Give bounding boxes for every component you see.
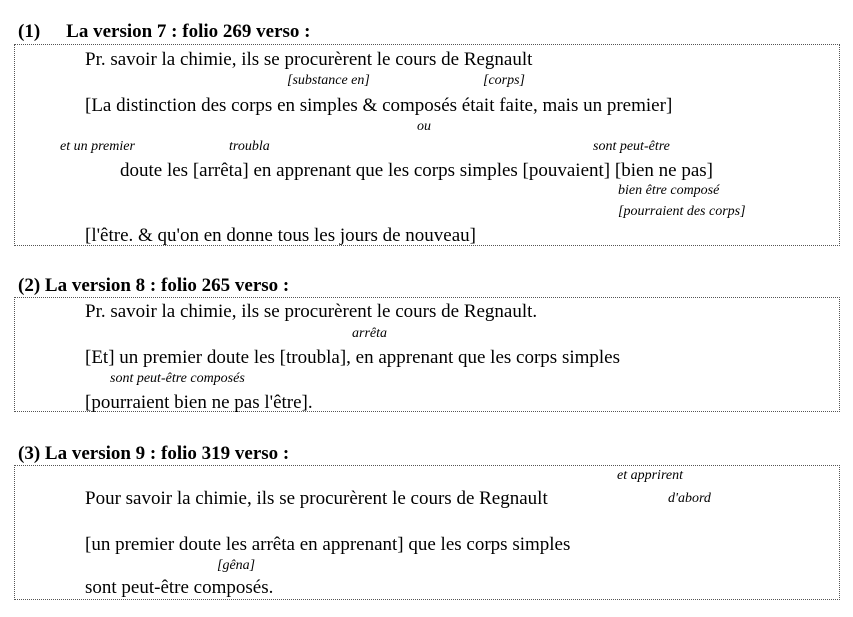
section-1-line-2: [La distinction des corps en simples & composés était faite, mais un premier]: [85, 95, 673, 116]
section-2-line-3: [pourraient bien ne pas l'être].: [85, 392, 313, 413]
section-2-heading: (2) La version 8 : folio 265 verso :: [18, 275, 290, 296]
section-1-note-troubla: troubla: [229, 139, 270, 154]
section-1-heading: [18, 22, 310, 41]
section-2-note-sont-peut-etre-composes: sont peut-être composés: [110, 371, 245, 386]
section-1-line-1: Pr. savoir la chimie, ils se procurèrent le cours de Regnault: [85, 49, 533, 70]
section-1-note-substance-en: [substance en]: [287, 73, 370, 88]
section-3-line-1: Pour savoir la chimie, ils se procurèrent le cours de Regnault: [85, 488, 548, 509]
section-1-note-pourraient-des-corps: [pourraient des corps]: [618, 204, 746, 219]
section-3-note-et-apprirent: et apprirent: [617, 468, 683, 483]
section-1-note-ou: ou: [417, 119, 431, 134]
section-1-heading-title: La version 7 : folio 269 verso :: [66, 21, 311, 42]
section-1-note-corps: [corps]: [483, 73, 526, 88]
section-3-heading: (3) La version 9 : folio 319 verso :: [18, 443, 290, 464]
section-2-line-2: [Et] un premier doute les [troubla], en apprenant que les corps simples: [85, 347, 620, 368]
section-1-note-sont-peut-etre: sont peut-être: [593, 139, 670, 154]
section-3-line-2: [un premier doute les arrêta en apprenant] que les corps simples: [85, 534, 571, 555]
section-2-note-arreta: arrêta: [352, 326, 387, 341]
section-3-note-dabord: d'abord: [668, 491, 711, 506]
section-1-line-4: [l'être. & qu'on en donne tous les jours de nouveau]: [85, 225, 476, 246]
section-1-heading-number: (1): [18, 21, 41, 42]
section-3-line-3: sont peut-être composés.: [85, 577, 274, 598]
section-1-note-bien-etre-compose: bien être composé: [618, 183, 720, 198]
section-3-note-gena: [gêna]: [217, 558, 256, 573]
section-1-note-et-un-premier: et un premier: [60, 139, 135, 154]
section-1-line-3: doute les [arrêta] en apprenant que les corps simples [pouvaient] [bien ne pas]: [120, 160, 713, 181]
section-2-line-1: Pr. savoir la chimie, ils se procurèrent le cours de Regnault.: [85, 301, 538, 322]
